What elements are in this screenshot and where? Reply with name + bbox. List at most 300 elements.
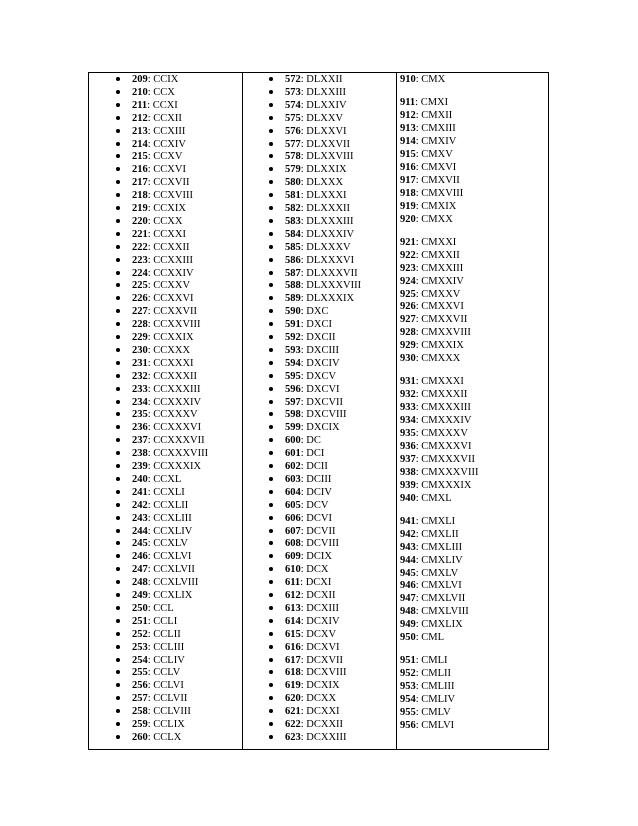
- entry-text: [285, 705, 340, 718]
- bullet-icon: [269, 167, 273, 171]
- entry-numeral: : DXCIII: [300, 344, 339, 356]
- bullet-icon: [269, 412, 273, 416]
- entry-numeral: : DXC: [300, 306, 329, 318]
- entry-number: 951: [400, 655, 416, 667]
- entry-text: [285, 563, 328, 576]
- entry-number: 213: [132, 125, 148, 137]
- bullet-icon: [269, 193, 273, 197]
- entry-text: [400, 200, 456, 213]
- entry-number: 942: [400, 528, 416, 540]
- entry-number: 932: [400, 389, 416, 401]
- entry-number: 245: [132, 538, 148, 550]
- entry-number: 573: [285, 86, 301, 98]
- entry-numeral: : CCXIII: [147, 125, 186, 137]
- entry-number: 623: [285, 731, 301, 743]
- entry-number: 591: [285, 319, 301, 331]
- entry-number: 596: [285, 383, 301, 395]
- entry-numeral: : DCVIII: [300, 538, 339, 550]
- entry-text: [285, 73, 342, 86]
- entry-text: [132, 267, 194, 280]
- entry-text: [132, 473, 181, 486]
- bullet-icon: [269, 541, 273, 545]
- bullet-icon: [269, 529, 273, 533]
- bullet-icon: [269, 400, 273, 404]
- entry-text: [400, 440, 471, 453]
- bullet-icon: [116, 567, 120, 571]
- entry-numeral: : CMXL: [415, 492, 452, 504]
- entry-text: [132, 692, 187, 705]
- bullet-icon: [116, 258, 120, 262]
- entry-number: 917: [400, 174, 416, 186]
- entry-number: 948: [400, 606, 416, 618]
- entry-text: [285, 434, 321, 447]
- entry-numeral: : CMXI: [415, 97, 449, 109]
- bullet-icon: [269, 374, 273, 378]
- entry-text: [400, 174, 460, 187]
- entry-numeral: : CMXXVI: [415, 301, 464, 313]
- entry-text: [285, 150, 354, 163]
- entry-text: [132, 138, 186, 151]
- bullet-icon: [269, 580, 273, 584]
- bullet-icon: [116, 425, 120, 429]
- entry-text: [285, 112, 343, 125]
- entry-numeral: : CCXVI: [147, 164, 186, 176]
- bullet-icon: [269, 554, 273, 558]
- entry-text: [285, 228, 354, 241]
- entry-number: 229: [132, 332, 148, 343]
- entry-number: 572: [285, 74, 301, 85]
- entry-number: 597: [285, 396, 301, 408]
- entry-text: [285, 512, 332, 525]
- numerals-table: [88, 72, 549, 750]
- entry-numeral: : DCXXII: [300, 719, 344, 730]
- entry-text: [132, 396, 201, 409]
- entry-text: [285, 331, 335, 344]
- entry-text: [285, 138, 350, 151]
- entry-numeral: : DCIII: [300, 473, 332, 485]
- entry-number: 589: [285, 293, 301, 305]
- entry-text: [400, 414, 471, 427]
- entry-number: 209: [132, 74, 148, 85]
- entry-numeral: : CMXXX: [415, 353, 461, 364]
- bullet-icon: [116, 335, 120, 339]
- entry-numeral: : DCXI: [300, 577, 332, 589]
- bullet-icon: [116, 516, 120, 520]
- entry-number: 217: [132, 177, 148, 189]
- entry-number: 949: [400, 619, 416, 631]
- bullet-icon: [116, 554, 120, 558]
- entry-numeral: : CCXXXIX: [147, 461, 202, 472]
- entry-text: [400, 605, 469, 618]
- entry-text: [400, 388, 467, 401]
- entry-text: [132, 679, 184, 692]
- entry-number: 924: [400, 275, 416, 287]
- bullet-icon: [269, 696, 273, 700]
- entry-number: 604: [285, 486, 301, 498]
- entry-number: 236: [132, 422, 148, 434]
- bullet-icon: [116, 709, 120, 713]
- bullet-icon: [116, 645, 120, 649]
- entry-number: 221: [132, 228, 148, 240]
- entry-number: 941: [400, 515, 416, 527]
- entry-numeral: : DCIX: [300, 551, 332, 563]
- bullet-icon: [269, 722, 273, 726]
- entry-number: 246: [132, 551, 148, 563]
- entry-text: [400, 680, 455, 693]
- entry-numeral: : DCXIV: [300, 615, 340, 627]
- entry-numeral: : DXCVIII: [300, 409, 347, 421]
- entry-text: [132, 576, 198, 589]
- entry-numeral: : CMXV: [415, 149, 453, 160]
- entry-number: 953: [400, 681, 416, 693]
- entry-number: 618: [285, 667, 301, 679]
- entry-number: 227: [132, 306, 148, 318]
- entry-text: [132, 641, 184, 654]
- entry-numeral: : CML: [415, 632, 445, 643]
- entry-number: 585: [285, 241, 301, 253]
- entry-number: 590: [285, 306, 301, 318]
- bullet-icon: [116, 296, 120, 300]
- entry-number: 605: [285, 499, 301, 511]
- entry-numeral: : CMXXXVIII: [415, 466, 479, 478]
- entry-text: [132, 241, 189, 254]
- bullet-icon: [116, 206, 120, 210]
- entry-numeral: : DCI: [300, 448, 325, 460]
- entry-number: 238: [132, 448, 148, 460]
- entry-text: [400, 249, 460, 262]
- entry-text: [400, 236, 456, 249]
- entry-number: 936: [400, 440, 416, 452]
- entry-number: 918: [400, 187, 416, 199]
- entry-numeral: : DCXVI: [300, 641, 340, 653]
- bullet-icon: [269, 219, 273, 223]
- entry-numeral: : CCXLIV: [147, 525, 193, 537]
- entry-numeral: : CCXIV: [147, 138, 186, 150]
- bullet-icon: [116, 438, 120, 442]
- entry-text: [400, 275, 464, 288]
- entry-numeral: : DCXVIII: [300, 667, 347, 679]
- entry-number: 952: [400, 668, 416, 680]
- entry-text: [132, 176, 189, 189]
- entry-text: [132, 279, 190, 292]
- entry-numeral: : CCIX: [147, 74, 179, 85]
- entry-number: 256: [132, 680, 148, 692]
- entry-text: [132, 537, 188, 550]
- entry-text: [132, 357, 194, 370]
- entry-number: 946: [400, 580, 416, 592]
- bullet-icon: [116, 77, 120, 81]
- entry-text: [400, 313, 467, 326]
- entry-numeral: : DLXXXVI: [300, 254, 355, 266]
- entry-text: [132, 344, 190, 357]
- entry-number: 920: [400, 213, 416, 225]
- entry-numeral: : CMXLVIII: [415, 606, 469, 618]
- bullet-icon: [116, 735, 120, 739]
- entry-number: 232: [132, 370, 148, 382]
- entry-number: 915: [400, 149, 416, 160]
- bullet-icon: [116, 129, 120, 133]
- entry-number: 912: [400, 110, 416, 122]
- entry-number: 617: [285, 654, 301, 666]
- entry-text: [132, 408, 198, 421]
- bullet-icon: [269, 296, 273, 300]
- entry-number: 928: [400, 327, 416, 339]
- entry-text: [400, 300, 464, 313]
- entry-text: [400, 73, 445, 86]
- entry-number: 223: [132, 254, 148, 266]
- entry-numeral: : CCXXVII: [147, 306, 198, 318]
- entry-numeral: : CMLV: [415, 707, 451, 718]
- entry-numeral: : CCX: [147, 86, 175, 98]
- bullet-icon: [116, 193, 120, 197]
- entry-numeral: : CCXXXVIII: [147, 448, 209, 460]
- entry-text: [132, 73, 178, 86]
- entry-number: 224: [132, 267, 148, 279]
- entry-text: [400, 326, 471, 339]
- entry-numeral: : CMXXVIII: [415, 327, 471, 339]
- entry-numeral: : CCXXVIII: [147, 319, 201, 331]
- entry-text: [400, 352, 460, 365]
- entry-text: [400, 567, 458, 580]
- entry-text: [132, 654, 185, 667]
- entry-text: [400, 492, 452, 505]
- entry-numeral: : DLXXXIV: [300, 228, 355, 240]
- entry-number: 581: [285, 190, 301, 202]
- entry-text: [400, 466, 478, 479]
- entry-number: 592: [285, 332, 301, 343]
- entry-numeral: : DLXXIV: [300, 99, 347, 111]
- entry-numeral: : CCXII: [147, 112, 182, 124]
- entry-numeral: : DCV: [300, 499, 329, 511]
- entry-numeral: : CCXXXI: [147, 357, 194, 369]
- entry-number: 222: [132, 241, 148, 253]
- entry-number: 220: [132, 215, 148, 227]
- entry-text: [400, 654, 448, 667]
- entry-number: 230: [132, 344, 148, 356]
- entry-numeral: : DCX: [300, 564, 329, 576]
- entry-numeral: : CMLIII: [415, 681, 455, 693]
- bullet-icon: [269, 619, 273, 623]
- entry-numeral: : CMXIII: [415, 123, 456, 135]
- entry-numeral: : CMXXXIII: [415, 402, 471, 414]
- bullet-icon: [269, 335, 273, 339]
- bullet-icon: [269, 438, 273, 442]
- entry-number: 228: [132, 319, 148, 331]
- entry-number: 600: [285, 435, 301, 447]
- entry-number: 607: [285, 525, 301, 537]
- entry-number: 237: [132, 435, 148, 447]
- entry-number: 601: [285, 448, 301, 460]
- entry-numeral: : DCII: [300, 461, 328, 472]
- entry-text: [400, 148, 453, 161]
- entry-numeral: : DXCII: [300, 332, 336, 343]
- entry-text: [400, 122, 456, 135]
- bullet-icon: [116, 309, 120, 313]
- entry-text: [285, 254, 354, 267]
- entry-numeral: : DCXV: [300, 628, 337, 640]
- bullet-icon: [116, 529, 120, 533]
- entry-numeral: : CCXLV: [147, 538, 188, 550]
- entry-numeral: : DLXXII: [300, 74, 343, 85]
- bullet-icon: [269, 245, 273, 249]
- entry-number: 249: [132, 590, 148, 601]
- entry-numeral: : DLXXX: [300, 177, 344, 189]
- entry-number: 216: [132, 164, 148, 176]
- entry-numeral: : CCXXXII: [147, 370, 198, 382]
- entry-text: [285, 99, 347, 112]
- entry-numeral: : DLXXXIII: [300, 215, 354, 227]
- entry-numeral: : CMXVII: [415, 174, 460, 186]
- entry-number: 608: [285, 538, 301, 550]
- entry-text: [285, 215, 354, 228]
- entry-number: 614: [285, 615, 301, 627]
- entry-numeral: : CCLVI: [147, 680, 184, 692]
- bullet-icon: [116, 180, 120, 184]
- entry-text: [400, 96, 448, 109]
- entry-numeral: : CCXVII: [147, 177, 190, 189]
- entry-text: [132, 228, 186, 241]
- entry-number: 926: [400, 301, 416, 313]
- entry-numeral: : CMXXV: [415, 288, 461, 300]
- bullet-icon: [269, 709, 273, 713]
- entry-numeral: : DLXXIX: [300, 164, 347, 176]
- bullet-icon: [269, 735, 273, 739]
- bullet-icon: [116, 490, 120, 494]
- entry-number: 574: [285, 99, 301, 111]
- entry-text: [285, 718, 343, 731]
- entry-text: [132, 150, 182, 163]
- entry-numeral: : CCXXIV: [147, 267, 194, 279]
- entry-number: 910: [400, 74, 416, 85]
- entry-numeral: : CMXLIX: [415, 619, 463, 631]
- entry-numeral: : CMXLIV: [415, 554, 463, 566]
- entry-text: [132, 125, 185, 138]
- entry-text: [132, 254, 193, 267]
- entry-text: [285, 615, 340, 628]
- entry-numeral: : CMXXXVI: [415, 440, 472, 452]
- bullet-icon: [269, 658, 273, 662]
- entry-number: 602: [285, 461, 301, 472]
- entry-text: [132, 628, 181, 641]
- bullet-icon: [116, 580, 120, 584]
- bullet-icon: [116, 232, 120, 236]
- entry-number: 916: [400, 161, 416, 173]
- entry-number: 944: [400, 554, 416, 566]
- entry-text: [132, 499, 188, 512]
- entry-number: 240: [132, 473, 148, 485]
- entry-number: 253: [132, 641, 148, 653]
- entry-number: 923: [400, 262, 416, 274]
- entry-number: 913: [400, 123, 416, 135]
- entry-numeral: : CCLX: [147, 731, 182, 743]
- entry-text: [285, 189, 347, 202]
- entry-text: [400, 554, 463, 567]
- bullet-icon: [116, 683, 120, 687]
- entry-number: 212: [132, 112, 148, 124]
- entry-number: 219: [132, 203, 148, 214]
- entry-text: [132, 434, 205, 447]
- entry-numeral: : CMXII: [415, 110, 453, 122]
- bullet-icon: [116, 722, 120, 726]
- entry-text: [285, 357, 340, 370]
- entry-numeral: : DLXXIII: [300, 86, 346, 98]
- entry-text: [400, 541, 462, 554]
- entry-numeral: : CCXX: [147, 215, 183, 227]
- entry-text: [132, 331, 194, 344]
- entry-text: [285, 305, 328, 318]
- entry-text: [285, 628, 336, 641]
- entry-numeral: : CCXLI: [147, 486, 185, 498]
- entry-number: 582: [285, 203, 301, 214]
- bullet-icon: [116, 271, 120, 275]
- entry-numeral: : CMXXXIX: [415, 479, 472, 491]
- entry-text: [132, 215, 182, 228]
- entry-text: [132, 666, 180, 679]
- entry-number: 225: [132, 280, 148, 292]
- bullet-icon: [269, 116, 273, 120]
- entry-number: 239: [132, 461, 148, 472]
- entry-number: 211: [132, 99, 148, 111]
- entry-text: [285, 292, 354, 305]
- entry-number: 586: [285, 254, 301, 266]
- entry-numeral: : DLXXXVIII: [300, 280, 362, 292]
- entry-text: [285, 202, 350, 215]
- entry-text: [285, 318, 332, 331]
- entry-numeral: : CCXLIX: [147, 590, 193, 601]
- entry-text: [285, 86, 346, 99]
- entry-numeral: : DXCVI: [300, 383, 340, 395]
- entry-numeral: : CCXV: [147, 151, 183, 163]
- entry-numeral: : DLXXXI: [300, 190, 347, 202]
- entry-text: [400, 579, 462, 592]
- entry-text: [285, 654, 343, 667]
- entry-numeral: : CCLVII: [147, 693, 188, 705]
- entry-number: 947: [400, 593, 416, 605]
- entry-text: [132, 305, 197, 318]
- entry-text: [132, 525, 192, 538]
- entry-text: [132, 383, 201, 396]
- bullet-icon: [269, 322, 273, 326]
- bullet-icon: [269, 606, 273, 610]
- entry-numeral: : CCLV: [147, 667, 181, 679]
- entry-numeral: : CCXI: [147, 99, 178, 111]
- entry-text: [285, 370, 336, 383]
- entry-text: [132, 292, 194, 305]
- entry-numeral: : DXCIV: [300, 357, 340, 369]
- entry-text: [285, 589, 335, 602]
- bullet-icon: [269, 348, 273, 352]
- bullet-icon: [116, 619, 120, 623]
- bullet-icon: [116, 348, 120, 352]
- bullet-icon: [269, 490, 273, 494]
- entry-numeral: : CMLIV: [415, 694, 456, 706]
- entry-numeral: : CCLVIII: [147, 706, 191, 718]
- entry-number: 584: [285, 228, 301, 240]
- entry-text: [285, 731, 347, 744]
- entry-text: [285, 525, 335, 538]
- entry-number: 610: [285, 564, 301, 576]
- entry-text: [285, 641, 340, 654]
- entry-number: 258: [132, 706, 148, 718]
- bullet-icon: [116, 593, 120, 597]
- entry-numeral: : CMXXXVII: [415, 453, 475, 465]
- entry-number: 260: [132, 731, 148, 743]
- entry-numeral: : CMXLV: [415, 567, 459, 579]
- entry-number: 934: [400, 415, 416, 427]
- entry-number: 954: [400, 694, 416, 706]
- entry-numeral: : DCXII: [300, 590, 336, 601]
- entry-number: 241: [132, 486, 148, 498]
